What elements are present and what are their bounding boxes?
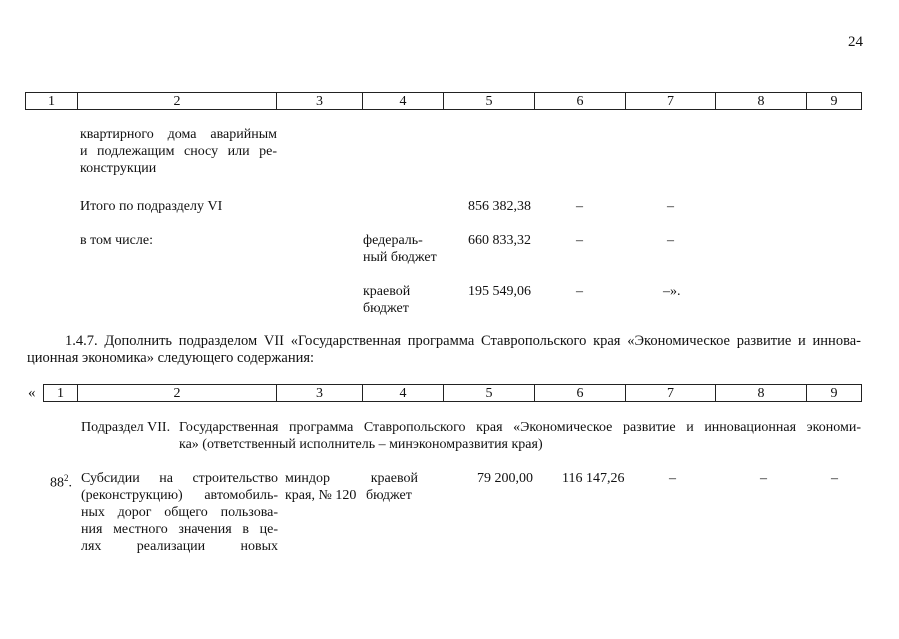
column-number: 8 xyxy=(716,385,807,402)
row-funding-source: краевой бюджет xyxy=(366,471,418,503)
column-number: 7 xyxy=(626,385,716,402)
subtotal-col7: – xyxy=(667,199,674,214)
row-col9-value: – xyxy=(831,471,838,486)
regional-col6: – xyxy=(576,284,583,299)
row-number: $88^2$. xyxy=(50,473,72,491)
federal-budget-label: федераль- ный бюджет xyxy=(363,233,437,265)
subtotal-label: Итого по подразделу VI xyxy=(80,199,223,214)
column-number: 6 xyxy=(535,385,626,402)
section-prefix: Подраздел VII. xyxy=(81,420,171,435)
row-col6-value: 116 147,26 xyxy=(562,471,625,486)
amendment-paragraph: 1.4.7. Дополнить подразделом VII «Государственная программа Ставропольского края «Экономическое развитие и иннова- ционная экономика» следующего содержания: xyxy=(27,333,861,366)
column-number-header xyxy=(25,92,862,110)
regional-budget-label: краевой бюджет xyxy=(363,284,411,316)
row-col8-value: – xyxy=(760,471,767,486)
opening-quote: « xyxy=(28,385,36,401)
column-number: 6 xyxy=(535,93,626,110)
column-number: 2 xyxy=(78,93,277,110)
column-number: 1 xyxy=(44,385,78,402)
row-executor: миндор края, № 120 xyxy=(285,471,357,503)
subtotal-col6: – xyxy=(576,199,583,214)
federal-col7: – xyxy=(667,233,674,248)
page-number: 24 xyxy=(848,34,863,50)
column-number: 9 xyxy=(807,385,862,402)
column-number: 3 xyxy=(277,93,363,110)
column-number: 4 xyxy=(363,93,444,110)
section-title: Государственная программа Ставропольского края «Экономическое развитие и инновационная экономи- ка» (ответственный исполнитель – минэкономразвития края) xyxy=(179,420,861,452)
column-number: 8 xyxy=(716,93,807,110)
continued-row-text: квартирного дома аварийным и подлежащим сносу или ре- конструкции xyxy=(80,127,277,176)
column-number: 1 xyxy=(26,93,78,110)
column-number: 5 xyxy=(444,385,535,402)
column-number-header-2 xyxy=(43,384,862,402)
federal-budget-value: 660 833,32 xyxy=(468,233,531,248)
subtotal-value: 856 382,38 xyxy=(468,199,531,214)
regional-budget-value: 195 549,06 xyxy=(468,284,531,299)
regional-col7: –». xyxy=(663,284,681,299)
column-number: 7 xyxy=(626,93,716,110)
row-col5-value: 79 200,00 xyxy=(477,471,533,486)
column-number: 4 xyxy=(363,385,444,402)
column-number: 2 xyxy=(78,385,277,402)
column-number: 5 xyxy=(444,93,535,110)
column-number: 3 xyxy=(277,385,363,402)
row-description: Субсидии на строительство (реконструкцию) автомобиль- ных дорог общего пользова- ния местного значения в це- лях реализации новых xyxy=(81,471,278,554)
federal-col6: – xyxy=(576,233,583,248)
including-label: в том числе: xyxy=(80,233,153,248)
column-number: 9 xyxy=(807,93,862,110)
row-col7-value: – xyxy=(669,471,676,486)
